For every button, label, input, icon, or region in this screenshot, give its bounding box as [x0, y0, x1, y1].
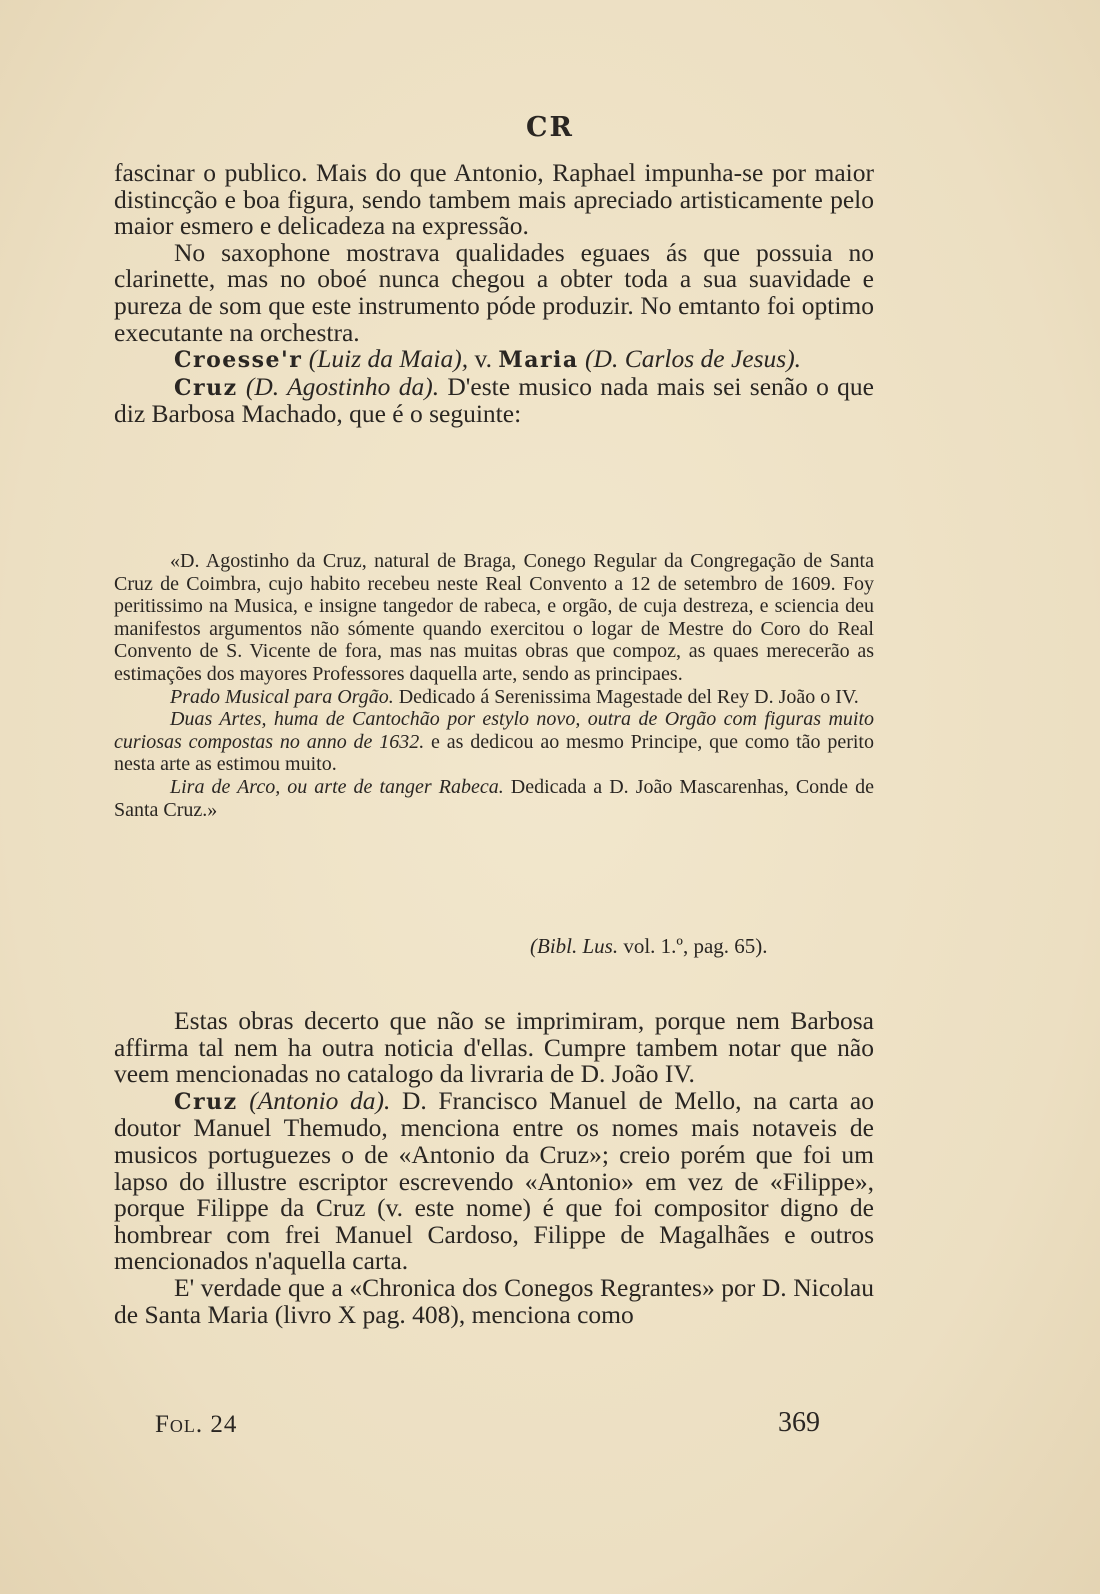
citation-italic: (Bibl. Lus. — [530, 934, 619, 958]
entry-italic: (Luiz da Maia), — [308, 344, 469, 374]
citation — [530, 934, 820, 959]
quote-work-lira — [114, 776, 874, 821]
page-number: 369 — [778, 1407, 820, 1438]
citation-text: vol. 1.º, pag. 65). — [618, 934, 768, 958]
quote-work-duas-artes — [114, 708, 874, 776]
signature-mark: Fol. 24 — [155, 1411, 238, 1438]
work-text: Dedicado á Serenissima Magestade del Rey D. João o IV. — [393, 685, 859, 708]
work-title: Duas Artes, huma de Cantochão por estylo novo, outra de Orgão com figuras muito curiosas compostas no anno de 1632. — [114, 708, 874, 753]
work-text: e as dedicou ao mesmo Principe, que como tão perito nesta arte as estimou muito. — [114, 730, 874, 776]
work-text: Dedicada a D. João Mascarenhas, Conde de Santa Cruz.» — [114, 775, 874, 821]
entry-name: Croesse'r — [174, 347, 303, 374]
entry-cruz-antonio — [114, 1085, 874, 1276]
entry-croesser — [114, 346, 874, 374]
paragraph-continuation: fascinar o publico. Mais do que Antonio, Raphael impunha-se por maior distincção e boa figura, sendo tambem mais apreciado artisticamente pelo maior esmero e delicadeza na expressão. — [114, 158, 874, 241]
text-block-top — [114, 160, 874, 428]
entry-italic: (Antonio da). — [237, 1085, 391, 1115]
block-quote — [114, 550, 874, 821]
paragraph-obras: Estas obras decerto que não se imprimiram, porque nem Barbosa affirma tal nem ha outra noticia d'ellas. Cumpre tambem notar que não veem mencionadas no catalogo da livraria de D. João IV. — [114, 1006, 874, 1089]
entry-crossref-italic: (D. Carlos de Jesus). — [578, 344, 802, 374]
entry-crossref-name: Maria — [498, 347, 579, 374]
paragraph-chronica: E' verdade que a «Chronica dos Conegos Regrantes» por D. Nicolau de Santa Maria (livro X pag. 408), menciona como — [114, 1272, 874, 1329]
entry-name: Cruz — [174, 1088, 238, 1115]
entry-text: D. Francisco Manuel de Mello, na carta ao doutor Manuel Themudo, menciona entre os nomes mais notaveis de musicos portuguezes o de «Antonio da Cruz»; creio porém que foi um lapso do illustre escriptor escrevendo «Antonio» em vez de «Filippe», porque Filippe da Cruz (v. este nome) é que foi compositor digno de hombrear com frei Manuel Cardoso, Filippe de Magalhães e outros mencionados n'aquella carta. — [114, 1085, 874, 1276]
entry-name: Cruz — [174, 374, 238, 401]
running-head: CR — [526, 112, 574, 143]
entry-text: D'este musico nada mais sei senão o que diz Barbosa Machado, que é o seguinte: — [114, 371, 875, 429]
quote-work-prado — [114, 686, 874, 709]
entry-italic: (D. Agostinho da). — [237, 371, 440, 401]
work-title: Lira de Arco, ou arte de tanger Rabeca. — [170, 775, 504, 798]
quote-paragraph: «D. Agostinho da Cruz, natural de Braga, Conego Regular da Congregação de Santa Cruz de Coimbra, cujo habito recebeu neste Real Convento a 12 de setembro de 1609. Foy peritissimo na Musica, e insigne tangedor de rabeca, e orgão, de cuja destreza, e sciencia deu manifestos argumentos não sómente quando exercitou o logar de Mestre do Coro do Real Convento de S. Vicente de fora, mas nas muitas obras que compoz, as quaes merecerão as estimações dos mayores Professores daquella arte, sendo as principaes. — [114, 550, 874, 685]
text-block-bottom — [114, 1008, 874, 1328]
entry-text: v. — [468, 344, 499, 374]
paragraph-saxophone: No saxophone mostrava qualidades eguaes ás que possuia no clarinette, mas no oboé nunca chegou a obter toda a sua suavidade e pureza de som que este instrumento póde produzir. No emtanto foi optimo executante na orchestra. — [114, 237, 874, 347]
work-title: Prado Musical para Orgão. — [170, 685, 394, 708]
entry-cruz-agostinho — [114, 371, 875, 429]
